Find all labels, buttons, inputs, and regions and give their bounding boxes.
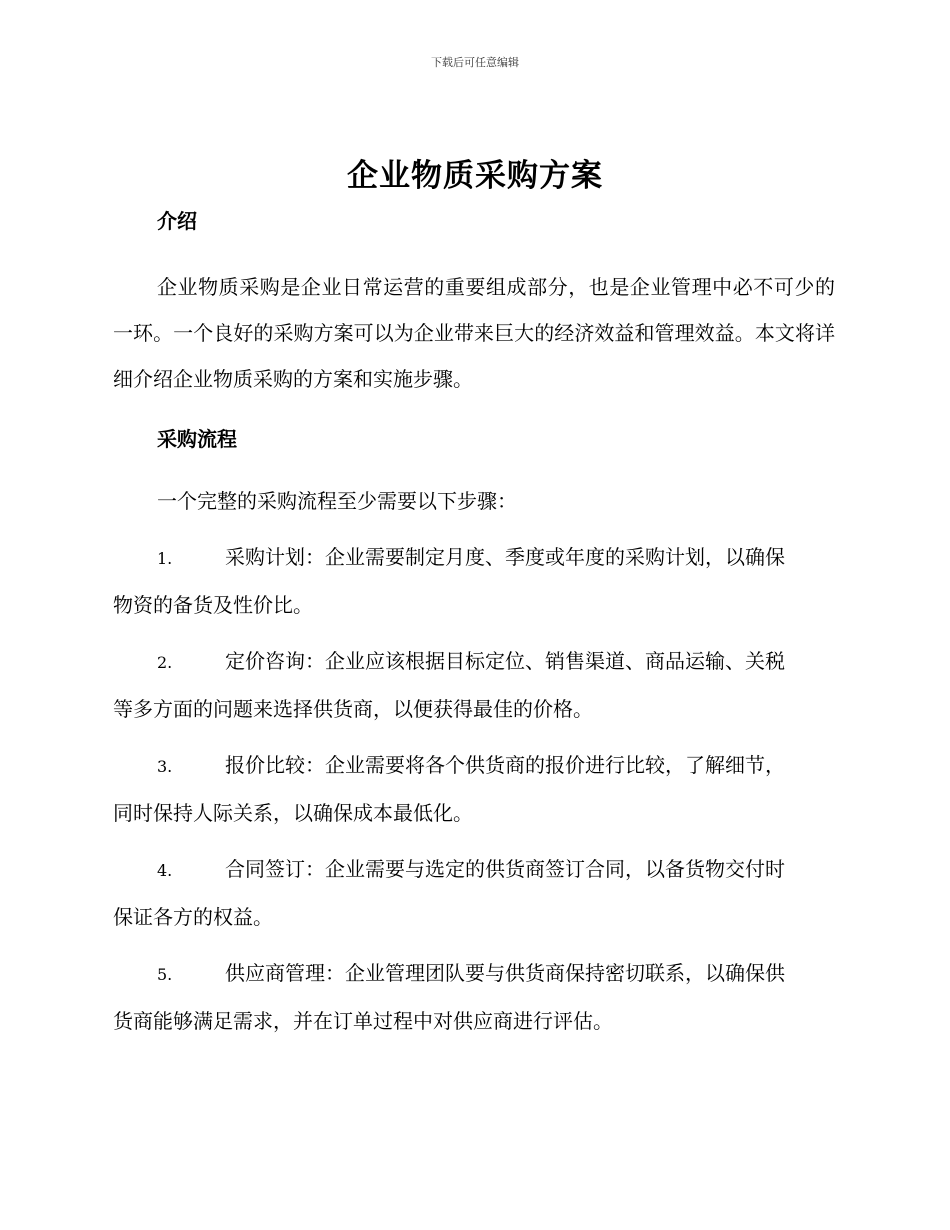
step-text-line1: 合同签订：企业需要与选定的供货商签订合同，以备货物交付时: [225, 857, 785, 881]
step-number: 5.: [157, 965, 173, 984]
step-text-line2: 货商能够满足需求，并在订单过程中对供应商进行评估。: [113, 1009, 613, 1033]
document-body: [113, 200, 835, 1054]
step-text-line2: 保证各方的权益。: [113, 905, 273, 929]
step-text-line1: 采购计划：企业需要制定月度、季度或年度的采购计划，以确保: [225, 545, 785, 569]
step-text-line2: 同时保持人际关系，以确保成本最低化。: [113, 801, 473, 825]
step-number: 3.: [157, 757, 173, 776]
step-item: [113, 742, 835, 836]
document-title: 企业物质采购方案: [347, 158, 603, 194]
step-text-line2: 物资的备货及性价比。: [113, 593, 313, 617]
intro-paragraph: 企业物质采购是企业日常运营的重要组成部分，也是企业管理中必不可少的一环。一个良好的采购方案可以为企业带来巨大的经济效益和管理效益。本文将详细介绍企业物质采购的方案和实施步骤。: [113, 275, 835, 391]
step-item: [113, 846, 835, 940]
step-number: 4.: [157, 861, 173, 880]
step-item: [113, 638, 835, 732]
page-header-note: 下载后可任意编辑: [431, 56, 519, 69]
process-lead-paragraph: 一个完整的采购流程至少需要以下步骤：: [157, 489, 517, 513]
step-text-line1: 报价比较：企业需要将各个供货商的报价进行比较，了解细节，: [225, 753, 785, 777]
step-item: [113, 950, 835, 1044]
step-text-line1: 供应商管理：企业管理团队要与供货商保持密切联系，以确保供: [225, 961, 785, 985]
section-heading-process: 采购流程: [157, 427, 237, 451]
step-text-line1: 定价咨询：企业应该根据目标定位、销售渠道、商品运输、关税: [225, 649, 785, 673]
step-text-line2: 等多方面的问题来选择供货商，以便获得最佳的价格。: [113, 697, 593, 721]
step-number: 1.: [157, 549, 173, 568]
step-number: 2.: [157, 653, 173, 672]
section-heading-intro: 介绍: [157, 209, 197, 233]
step-item: [113, 534, 835, 628]
